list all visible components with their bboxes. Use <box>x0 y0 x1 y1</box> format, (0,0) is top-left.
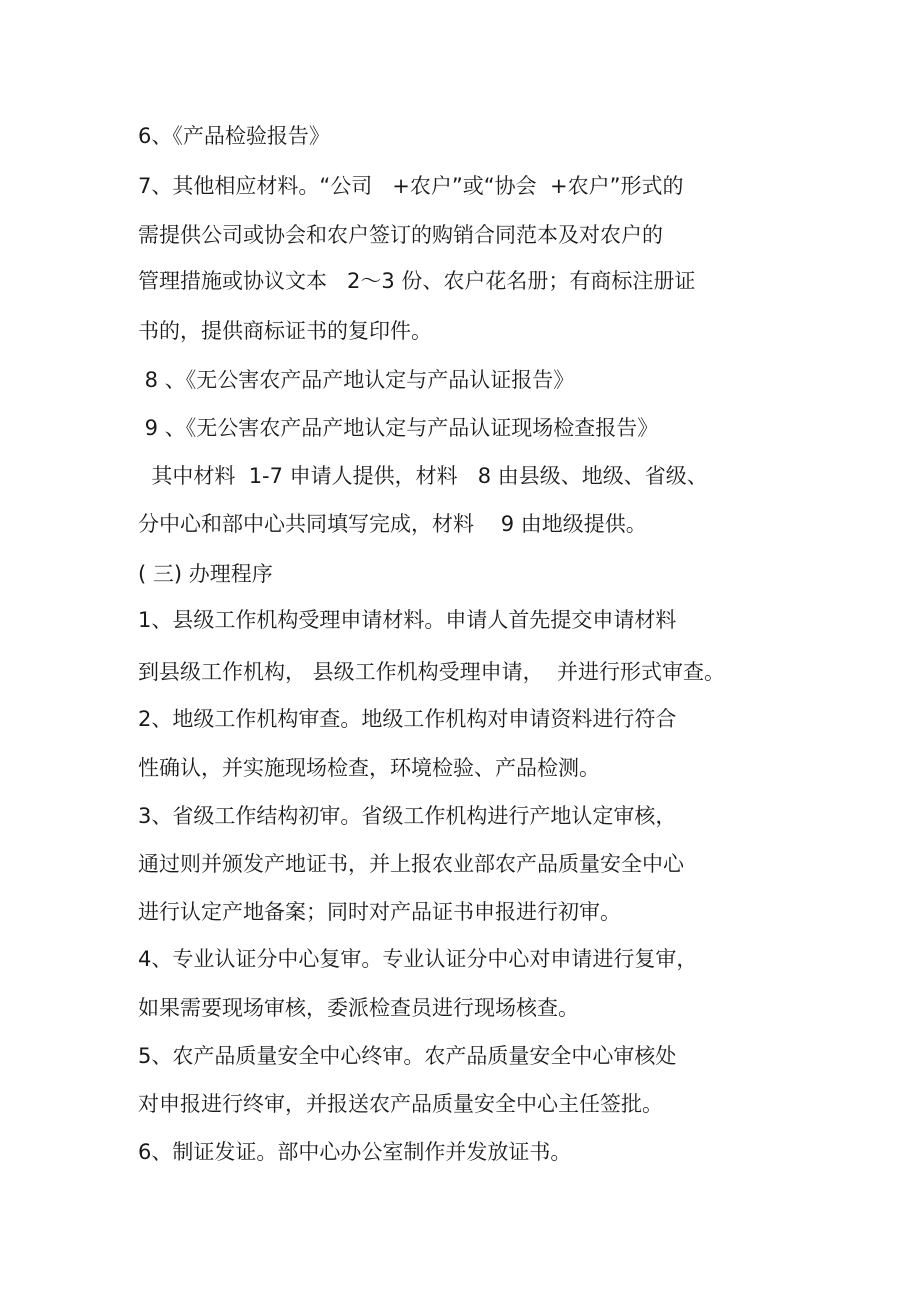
step-5-final-review: 5、农产品质量安全中心终审。农产品质量安全中心审核处 <box>138 1044 677 1068</box>
item-7-continued-line-1: 需提供公司或协会和农户签订的购销合同范本及对农户的 <box>138 223 663 247</box>
step-4-continued: 如果需要现场审核，委派检查员进行现场核查。 <box>138 996 579 1020</box>
item-7-other-materials: 7、其他相应材料。“公司 +农户”或“协会 +农户”形式的 <box>138 174 684 198</box>
step-2-prefecture-review: 2、地级工作机构审查。地级工作机构对申请资料进行符合 <box>138 707 677 731</box>
step-3-continued-line-1: 通过则并颁发产地证书，并上报农业部农产品质量安全中心 <box>138 852 684 876</box>
step-6-certificate-issuance: 6、制证发证。部中心办公室制作并发放证书。 <box>138 1140 572 1164</box>
item-7-continued-line-2: 管理措施或协议文本 2～3 份、农户花名册；有商标注册证 <box>138 269 696 293</box>
item-6-product-inspection-report: 6、《产品检验报告》 <box>138 124 330 148</box>
step-1-county-acceptance: 1、县级工作机构受理申请材料。申请人首先提交申请材料 <box>138 608 677 632</box>
step-2-continued: 性确认，并实施现场检查，环境检验、产品检测。 <box>138 756 600 780</box>
item-8-certification-report: 8 、《无公害农产品产地认定与产品认证报告》 <box>138 368 575 392</box>
step-3-provincial-preliminary-review: 3、省级工作结构初审。省级工作机构进行产地认定审核， <box>138 804 677 828</box>
step-3-continued-line-2: 进行认定产地备案；同时对产品证书申报进行初审。 <box>138 900 621 924</box>
item-7-continued-line-3: 书的，提供商标证书的复印件。 <box>138 319 432 343</box>
materials-note-line-2: 分中心和部中心共同填写完成，材料 9 由地级提供。 <box>138 512 647 536</box>
step-5-continued: 对申报进行终审，并报送农产品质量安全中心主任签批。 <box>138 1092 663 1116</box>
item-9-onsite-inspection-report: 9 、《无公害农产品产地认定与产品认证现场检查报告》 <box>138 416 659 440</box>
step-4-subcenter-review: 4、专业认证分中心复审。专业认证分中心对申请进行复审， <box>138 947 698 971</box>
step-1-continued: 到县级工作机构， 县级工作机构受理申请， 并进行形式审查。 <box>138 660 726 684</box>
materials-note-line-1: 其中材料 1-7 申请人提供，材料 8 由县级、地级、省级、 <box>138 464 708 488</box>
section-heading-procedure: ( 三) 办理程序 <box>138 562 273 586</box>
